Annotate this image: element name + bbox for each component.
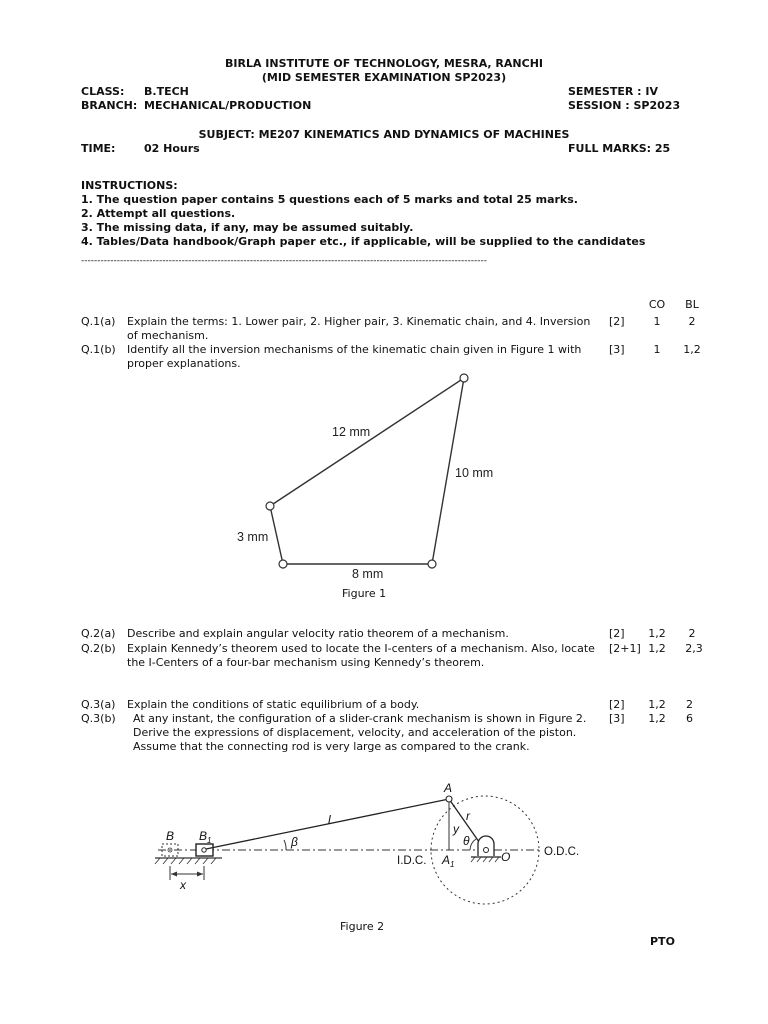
- question-co: 1,2: [648, 642, 666, 655]
- label-a1: $A_1$: [442, 853, 455, 869]
- pto-note: PTO: [650, 935, 675, 948]
- full-marks: FULL MARKS: 25: [568, 142, 671, 155]
- question-text: Describe and explain angular velocity ratio theorem of a mechanism.: [127, 627, 509, 640]
- time-value: 02 Hours: [144, 142, 200, 155]
- instruction-item: 4. Tables/Data handbook/Graph paper etc., if applicable, will be supplied to the candidates: [81, 235, 646, 248]
- instructions-title: INSTRUCTIONS:: [81, 179, 178, 192]
- divider: -----------------------------------------------------------------------------------------------------------------------------: [81, 256, 487, 266]
- subject: SUBJECT: ME207 KINEMATICS AND DYNAMICS OF MACHINES: [198, 128, 570, 141]
- question-bl: 2: [688, 315, 696, 328]
- crank-center-o: [484, 848, 489, 853]
- label-l: l: [328, 813, 331, 827]
- instruction-item: 2. Attempt all questions.: [81, 207, 236, 220]
- ground-hatch: [155, 858, 216, 864]
- label-odc: O.D.C.: [544, 846, 580, 858]
- link-3mm: [270, 506, 283, 564]
- question-co: 1,2: [648, 712, 666, 725]
- branch-value: MECHANICAL/PRODUCTION: [144, 99, 312, 112]
- label-y: y: [453, 822, 459, 836]
- dim-arrow: [171, 872, 177, 877]
- pin-joint: [460, 374, 468, 382]
- class-label: CLASS:: [81, 85, 125, 98]
- question-marks: [2]: [609, 315, 625, 328]
- angle-theta-arc: [470, 839, 476, 850]
- question-id: Q.1(b): [81, 343, 116, 356]
- instruction-item: 3. The missing data, if any, may be assumed suitably.: [81, 221, 414, 234]
- question-marks: [3]: [609, 343, 625, 356]
- crank-pin-a: [446, 796, 452, 802]
- label-theta: θ: [463, 834, 470, 848]
- angle-beta-arc: [284, 840, 286, 850]
- question-text: Identify all the inversion mechanisms of the kinematic chain given in Figure 1 with proper explanations.: [127, 343, 582, 370]
- institute-name: BIRLA INSTITUTE OF TECHNOLOGY, MESRA, RANCHI: [225, 57, 543, 70]
- question-bl: 1,2: [683, 343, 701, 356]
- question-co: 1,2: [648, 698, 666, 711]
- question-text: Explain the conditions of static equilibrium of a body.: [127, 698, 420, 711]
- link-12mm: [270, 378, 464, 506]
- question-id: Q.3(b): [81, 712, 116, 725]
- question-id: Q.2(b): [81, 642, 116, 655]
- question-marks: [2+1]: [609, 642, 641, 655]
- question-bl: 2,3: [685, 642, 703, 655]
- figure-1-caption: Figure 1: [342, 587, 387, 600]
- question-marks: [3]: [609, 712, 625, 725]
- instruction-item: 1. The question paper contains 5 questions each of 5 marks and total 25 marks.: [81, 193, 578, 206]
- question-marks: [2]: [609, 627, 625, 640]
- slider-pin: [202, 848, 206, 852]
- label-beta: β: [291, 835, 298, 849]
- label-o: O: [501, 850, 511, 864]
- question-bl: 2: [688, 627, 696, 640]
- label-r: r: [466, 809, 470, 823]
- question-co: 1,2: [648, 627, 666, 640]
- question-co: 1: [653, 315, 661, 328]
- dim-arrow: [197, 872, 203, 877]
- label-idc: I.D.C.: [397, 855, 427, 867]
- branch-label: BRANCH:: [81, 99, 138, 112]
- question-marks: [2]: [609, 698, 625, 711]
- pin-joint: [266, 502, 274, 510]
- exam-title: (MID SEMESTER EXAMINATION SP2023): [261, 71, 507, 84]
- label-x: x: [180, 878, 186, 892]
- bl-header: BL: [685, 298, 699, 311]
- figure-2-slider-crank: [0, 770, 768, 920]
- label-b: B: [166, 829, 175, 843]
- question-text: Explain Kennedy’s theorem used to locate the I-centers of a mechanism. Also, locate the I-Centers of a four-bar mechanism using Kennedy’s theorem.: [127, 642, 595, 669]
- question-id: Q.2(a): [81, 627, 116, 640]
- label-a: A: [444, 781, 453, 795]
- figure-2-caption: Figure 2: [340, 920, 385, 933]
- question-text: Explain the terms: 1. Lower pair, 2. Higher pair, 3. Kinematic chain, and 4. Inversion of mechanism.: [127, 315, 591, 342]
- time-label: TIME:: [81, 142, 116, 155]
- label-3mm: 3 mm: [237, 530, 269, 544]
- label-12mm: 12 mm: [332, 425, 371, 439]
- pin-joint: [428, 560, 436, 568]
- bearing-hatch: [471, 857, 499, 862]
- label-8mm: 8 mm: [352, 567, 384, 581]
- question-bl: 6: [686, 712, 693, 725]
- question-id: Q.3(a): [81, 698, 116, 711]
- pin-joint: [279, 560, 287, 568]
- question-id: Q.1(a): [81, 315, 116, 328]
- label-b1: $B_1$: [199, 829, 212, 845]
- question-text: At any instant, the configuration of a slider-crank mechanism is shown in Figure 2. Derive the expressions of displacement, velocity, and acceleration of the piston. Assume that the connecting rod is very large as compared to the crank.: [133, 712, 587, 753]
- label-10mm: 10 mm: [455, 466, 494, 480]
- question-bl: 2: [686, 698, 693, 711]
- semester: SEMESTER : IV: [568, 85, 658, 98]
- co-header: CO: [648, 298, 666, 311]
- question-co: 1: [653, 343, 661, 356]
- class-value: B.TECH: [144, 85, 189, 98]
- session: SESSION : SP2023: [568, 99, 681, 112]
